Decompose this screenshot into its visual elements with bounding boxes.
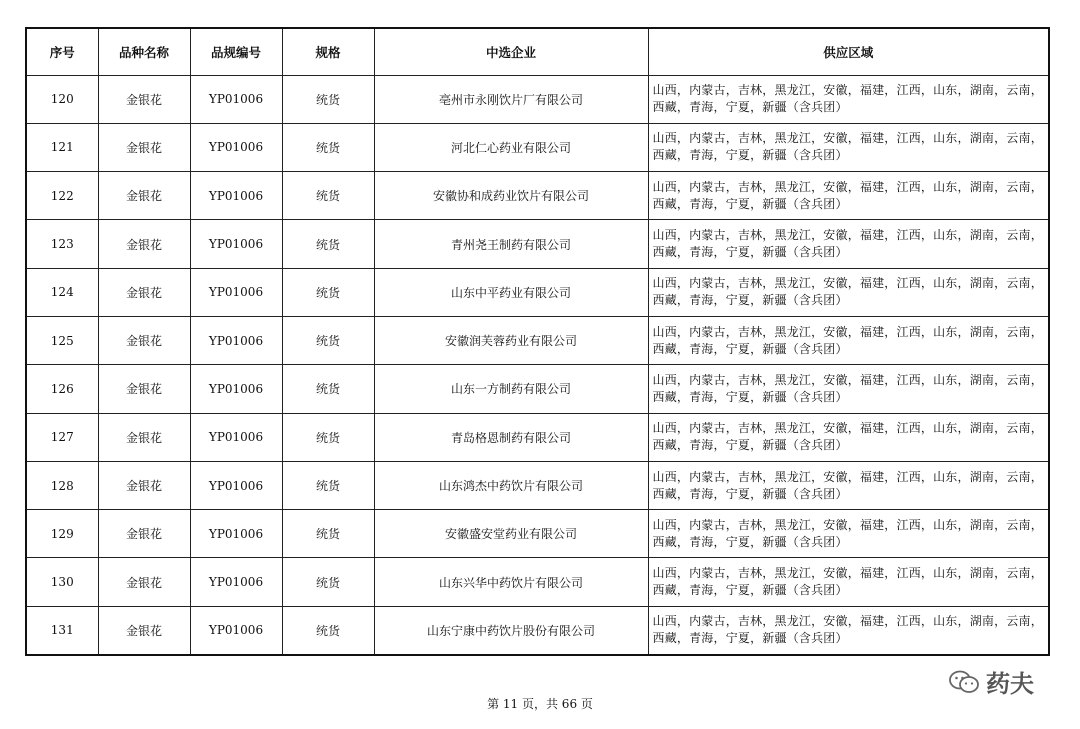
cell-region: 山西，内蒙古，吉林，黑龙江，安徽，福建，江西，山东，湖南，云南，西藏，青海，宁夏，新疆（含兵团）: [648, 558, 1049, 606]
cell-region: 山西，内蒙古，吉林，黑龙江，安徽，福建，江西，山东，湖南，云南，西藏，青海，宁夏，新疆（含兵团）: [648, 510, 1049, 558]
cell-name: 金银花: [98, 123, 190, 171]
cell-name: 金银花: [98, 220, 190, 268]
document-table-wrap: [25, 27, 1048, 656]
cell-spec: 统货: [282, 461, 374, 509]
cell-spec: 统货: [282, 558, 374, 606]
cell-company: 山东一方制药有限公司: [374, 365, 648, 413]
cell-name: 金银花: [98, 75, 190, 123]
cell-region: 山西，内蒙古，吉林，黑龙江，安徽，福建，江西，山东，湖南，云南，西藏，青海，宁夏，新疆（含兵团）: [648, 365, 1049, 413]
cell-region: 山西，内蒙古，吉林，黑龙江，安徽，福建，江西，山东，湖南，云南，西藏，青海，宁夏，新疆（含兵团）: [648, 123, 1049, 171]
cell-region: 山西，内蒙古，吉林，黑龙江，安徽，福建，江西，山东，湖南，云南，西藏，青海，宁夏，新疆（含兵团）: [648, 268, 1049, 316]
header-company: 中选企业: [374, 28, 648, 75]
cell-code: YP01006: [190, 365, 282, 413]
cell-code: YP01006: [190, 606, 282, 654]
cell-spec: 统货: [282, 606, 374, 654]
cell-company: 安徽润芙蓉药业有限公司: [374, 316, 648, 364]
cell-region: 山西，内蒙古，吉林，黑龙江，安徽，福建，江西，山东，湖南，云南，西藏，青海，宁夏，新疆（含兵团）: [648, 316, 1049, 364]
winning-bid-table: [25, 27, 1050, 656]
table-row: [26, 123, 1049, 171]
cell-company: 山东鸿杰中药饮片有限公司: [374, 461, 648, 509]
cell-company: 安徽协和成药业饮片有限公司: [374, 172, 648, 220]
cell-no: 126: [26, 365, 98, 413]
table-row: [26, 365, 1049, 413]
header-code: 品规编号: [190, 28, 282, 75]
table-body: [26, 75, 1049, 655]
cell-code: YP01006: [190, 268, 282, 316]
cell-spec: 统货: [282, 268, 374, 316]
cell-company: 山东兴华中药饮片有限公司: [374, 558, 648, 606]
watermark: [948, 664, 1034, 699]
cell-company: 青岛格恩制药有限公司: [374, 413, 648, 461]
cell-company: 亳州市永刚饮片厂有限公司: [374, 75, 648, 123]
wechat-icon: [948, 669, 980, 695]
table-row: [26, 172, 1049, 220]
cell-name: 金银花: [98, 172, 190, 220]
cell-region: 山西，内蒙古，吉林，黑龙江，安徽，福建，江西，山东，湖南，云南，西藏，青海，宁夏，新疆（含兵团）: [648, 75, 1049, 123]
cell-name: 金银花: [98, 413, 190, 461]
cell-region: 山西，内蒙古，吉林，黑龙江，安徽，福建，江西，山东，湖南，云南，西藏，青海，宁夏，新疆（含兵团）: [648, 172, 1049, 220]
cell-region: 山西，内蒙古，吉林，黑龙江，安徽，福建，江西，山东，湖南，云南，西藏，青海，宁夏，新疆（含兵团）: [648, 413, 1049, 461]
cell-company: 安徽盛安堂药业有限公司: [374, 510, 648, 558]
cell-name: 金银花: [98, 365, 190, 413]
cell-company: 河北仁心药业有限公司: [374, 123, 648, 171]
cell-region: 山西，内蒙古，吉林，黑龙江，安徽，福建，江西，山东，湖南，云南，西藏，青海，宁夏，新疆（含兵团）: [648, 606, 1049, 654]
cell-spec: 统货: [282, 75, 374, 123]
cell-spec: 统货: [282, 220, 374, 268]
cell-code: YP01006: [190, 75, 282, 123]
table-row: [26, 220, 1049, 268]
cell-no: 125: [26, 316, 98, 364]
cell-region: 山西，内蒙古，吉林，黑龙江，安徽，福建，江西，山东，湖南，云南，西藏，青海，宁夏，新疆（含兵团）: [648, 220, 1049, 268]
header-name: 品种名称: [98, 28, 190, 75]
cell-name: 金银花: [98, 606, 190, 654]
cell-no: 121: [26, 123, 98, 171]
table-row: [26, 461, 1049, 509]
cell-no: 124: [26, 268, 98, 316]
cell-company: 山东宁康中药饮片股份有限公司: [374, 606, 648, 654]
header-spec: 规格: [282, 28, 374, 75]
cell-code: YP01006: [190, 558, 282, 606]
cell-name: 金银花: [98, 510, 190, 558]
cell-company: 山东中平药业有限公司: [374, 268, 648, 316]
cell-code: YP01006: [190, 172, 282, 220]
table-row: [26, 75, 1049, 123]
table-row: [26, 268, 1049, 316]
cell-code: YP01006: [190, 316, 282, 364]
page-number: 第 11 页，共 66 页: [487, 697, 593, 711]
table-row: [26, 606, 1049, 654]
cell-code: YP01006: [190, 413, 282, 461]
cell-spec: 统货: [282, 123, 374, 171]
table-header-row: [26, 28, 1049, 75]
cell-no: 130: [26, 558, 98, 606]
header-region: 供应区域: [648, 28, 1049, 75]
cell-spec: 统货: [282, 365, 374, 413]
cell-code: YP01006: [190, 510, 282, 558]
cell-spec: 统货: [282, 413, 374, 461]
cell-no: 129: [26, 510, 98, 558]
table-row: [26, 510, 1049, 558]
cell-no: 120: [26, 75, 98, 123]
cell-code: YP01006: [190, 220, 282, 268]
cell-name: 金银花: [98, 268, 190, 316]
cell-name: 金银花: [98, 316, 190, 364]
cell-code: YP01006: [190, 461, 282, 509]
table-row: [26, 316, 1049, 364]
cell-spec: 统货: [282, 316, 374, 364]
cell-region: 山西，内蒙古，吉林，黑龙江，安徽，福建，江西，山东，湖南，云南，西藏，青海，宁夏，新疆（含兵团）: [648, 461, 1049, 509]
table-row: [26, 558, 1049, 606]
cell-no: 122: [26, 172, 98, 220]
cell-no: 128: [26, 461, 98, 509]
cell-company: 青州尧王制药有限公司: [374, 220, 648, 268]
table-row: [26, 413, 1049, 461]
cell-spec: 统货: [282, 172, 374, 220]
header-no: 序号: [26, 28, 98, 75]
cell-no: 123: [26, 220, 98, 268]
cell-spec: 统货: [282, 510, 374, 558]
cell-name: 金银花: [98, 558, 190, 606]
cell-no: 127: [26, 413, 98, 461]
cell-code: YP01006: [190, 123, 282, 171]
watermark-text: 药夫: [986, 670, 1034, 698]
cell-no: 131: [26, 606, 98, 654]
cell-name: 金银花: [98, 461, 190, 509]
